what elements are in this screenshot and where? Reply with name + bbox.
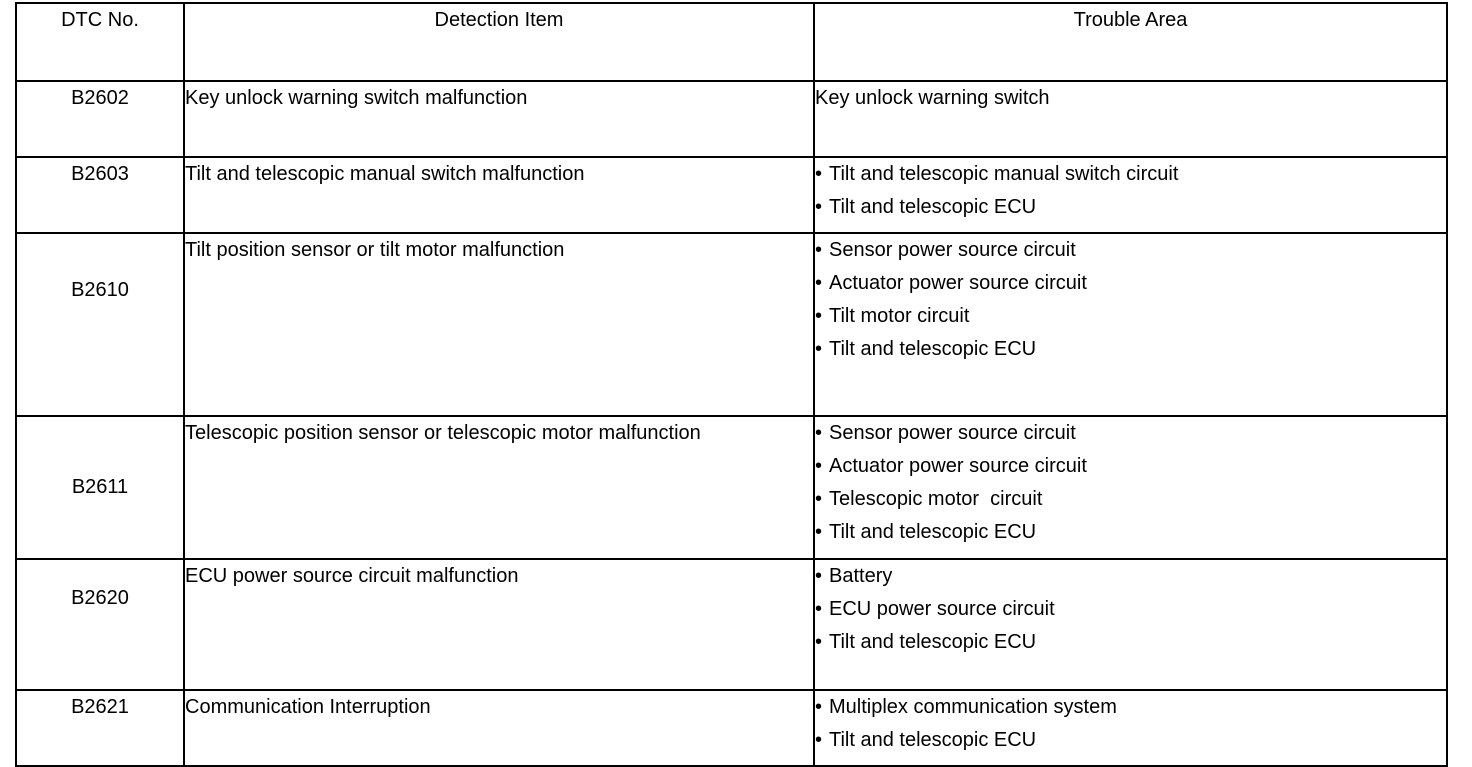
trouble-area-list — [815, 417, 1446, 549]
table-row — [16, 233, 1447, 416]
dtc-code: B2610 — [16, 233, 184, 416]
detection-item: Tilt position sensor or tilt motor malfunction — [184, 233, 814, 416]
table-row — [16, 157, 1447, 233]
trouble-area-item: • Tilt and telescopic ECU — [815, 724, 1446, 757]
bullet-icon: • — [815, 196, 823, 218]
dtc-code: B2611 — [16, 416, 184, 559]
detection-item: Communication Interruption — [184, 690, 814, 766]
bullet-icon: • — [815, 488, 823, 510]
trouble-area-item: • Tilt and telescopic ECU — [815, 626, 1446, 659]
header-dtc-no: DTC No. — [16, 3, 184, 81]
bullet-icon: • — [815, 305, 823, 327]
bullet-icon: • — [815, 422, 823, 444]
dtc-code: B2621 — [16, 690, 184, 766]
header-row — [16, 3, 1447, 81]
trouble-area — [814, 690, 1447, 766]
table-row — [16, 559, 1447, 690]
detection-item: ECU power source circuit malfunction — [184, 559, 814, 690]
detection-item: Key unlock warning switch malfunction — [184, 81, 814, 157]
trouble-area-item: • Multiplex communication system — [815, 691, 1446, 724]
trouble-area-item: • Tilt and telescopic ECU — [815, 516, 1446, 549]
bullet-icon: • — [815, 163, 823, 185]
bullet-icon: • — [815, 729, 823, 751]
bullet-icon: • — [815, 239, 823, 261]
bullet-icon: • — [815, 338, 823, 360]
trouble-area-item: • Battery — [815, 560, 1446, 593]
trouble-area — [814, 233, 1447, 416]
bullet-icon: • — [815, 631, 823, 653]
trouble-area-item: • Sensor power source circuit — [815, 417, 1446, 450]
trouble-area — [814, 157, 1447, 233]
detection-item: Telescopic position sensor or telescopic motor malfunction — [184, 416, 814, 559]
trouble-area — [814, 81, 1447, 157]
trouble-area-item: • Tilt and telescopic ECU — [815, 333, 1446, 366]
trouble-area — [814, 416, 1447, 559]
trouble-area-text: Key unlock warning switch — [815, 87, 1050, 109]
bullet-icon: • — [815, 696, 823, 718]
bullet-icon: • — [815, 521, 823, 543]
dtc-code: B2603 — [16, 157, 184, 233]
trouble-area-list — [815, 158, 1446, 224]
trouble-area-item: • Actuator power source circuit — [815, 450, 1446, 483]
table-row — [16, 690, 1447, 766]
trouble-area-list — [815, 691, 1446, 757]
trouble-area-item: • ECU power source circuit — [815, 593, 1446, 626]
trouble-area-item: • Sensor power source circuit — [815, 234, 1446, 267]
dtc-code: B2602 — [16, 81, 184, 157]
trouble-area-item: • Telescopic motor circuit — [815, 483, 1446, 516]
trouble-area-item: • Tilt motor circuit — [815, 300, 1446, 333]
bullet-icon: • — [815, 565, 823, 587]
bullet-icon: • — [815, 455, 823, 477]
trouble-area-list — [815, 560, 1446, 659]
table-row — [16, 416, 1447, 559]
bullet-icon: • — [815, 272, 823, 294]
dtc-code: B2620 — [16, 559, 184, 690]
trouble-area — [814, 559, 1447, 690]
trouble-area-item: • Tilt and telescopic manual switch circuit — [815, 158, 1446, 191]
table-row — [16, 81, 1447, 157]
header-trouble-area: Trouble Area — [814, 3, 1447, 81]
trouble-area-item: • Tilt and telescopic ECU — [815, 191, 1446, 224]
bullet-icon: • — [815, 598, 823, 620]
detection-item: Tilt and telescopic manual switch malfunction — [184, 157, 814, 233]
header-detection-item: Detection Item — [184, 3, 814, 81]
dtc-table — [15, 2, 1448, 767]
trouble-area-list — [815, 234, 1446, 366]
trouble-area-item: • Actuator power source circuit — [815, 267, 1446, 300]
